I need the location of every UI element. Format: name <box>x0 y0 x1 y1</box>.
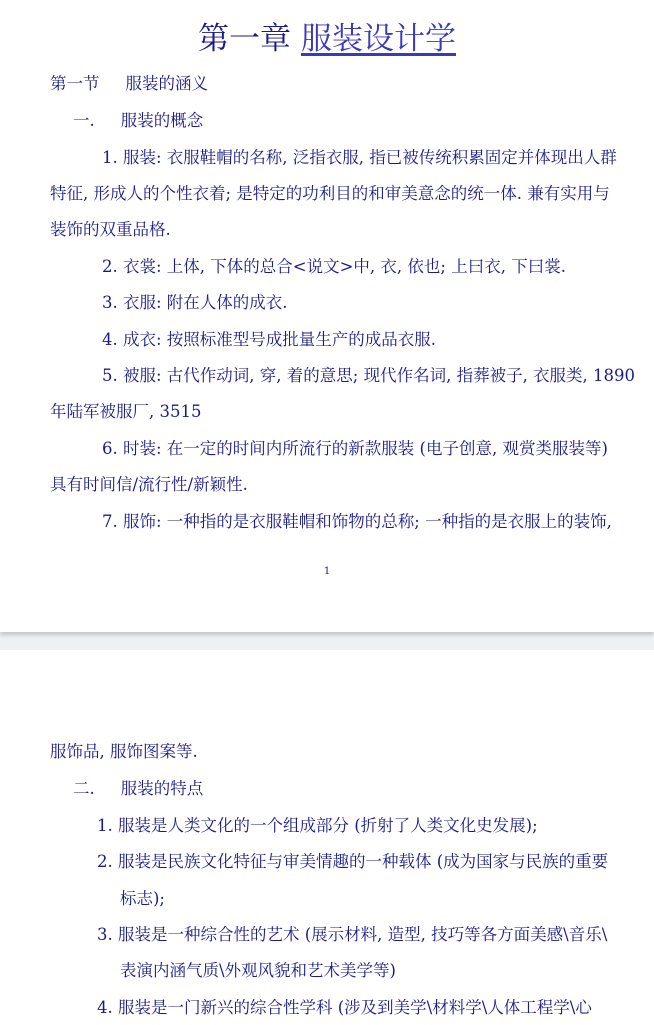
document-page-2 <box>0 650 654 1025</box>
subsection-heading-1 <box>73 109 203 133</box>
chapter-title <box>0 16 654 62</box>
list-item: 2. 服装是民族文化特征与审美情趣的一种载体 (成为国家与民族的重要 <box>97 852 609 871</box>
list-item: 4. 服装是一门新兴的综合性学科 (涉及到美学\材料学\人体工程学\心 <box>97 998 592 1017</box>
page-number: 1 <box>323 566 331 577</box>
paragraph-line: 3. 衣服: 附在人体的成衣. <box>102 293 288 312</box>
subsection-title: 服装的概念 <box>120 111 204 130</box>
chapter-title-link[interactable]: 服装设计学 <box>301 21 456 57</box>
list-item-continuation: 表演内涵气质\外观风貌和艺术美学等) <box>120 961 396 980</box>
paragraph-line: 装饰的双重品格. <box>50 220 171 239</box>
list-item: 3. 服装是一种综合性的艺术 (展示材料, 造型, 技巧等各方面美感\音乐\ <box>97 925 608 944</box>
chapter-label: 第一章 <box>198 21 291 57</box>
paragraph-line: 年陆军被服厂, 3515 <box>50 402 202 421</box>
paragraph-line: 7. 服饰: 一种指的是衣服鞋帽和饰物的总称; 一种指的是衣服上的装饰, <box>102 512 612 531</box>
subsection-heading-2 <box>73 777 203 801</box>
subsection-title: 服装的特点 <box>120 779 204 798</box>
subsection-label: 二. <box>73 779 95 798</box>
paragraph-line: 特征, 形成人的个性衣着; 是特定的功利目的和审美意念的统一体. 兼有实用与 <box>50 184 610 203</box>
section-heading <box>50 72 208 96</box>
section-title: 服装的涵义 <box>125 74 208 93</box>
list-item-continuation: 标志); <box>120 889 165 908</box>
list-item: 1. 服装是人类文化的一个组成部分 (折射了人类文化史发展); <box>97 816 538 835</box>
subsection-label: 一. <box>73 111 95 130</box>
paragraph-line: 5. 被服: 古代作动词, 穿, 着的意思; 现代作名词, 指葬被子, 衣服类, 1890 <box>102 366 636 385</box>
paragraph-line: 2. 衣裳: 上体, 下体的总合<说文>中, 衣, 依也; 上曰衣, 下曰裳. <box>102 257 566 276</box>
paragraph-line: 服饰品, 服饰图案等. <box>50 742 198 761</box>
section-label: 第一节 <box>50 74 100 93</box>
paragraph-line: 6. 时装: 在一定的时间内所流行的新款服装 (电子创意, 观赏类服装等) <box>102 439 608 458</box>
paragraph-line: 具有时间信/流行性/新颖性. <box>50 475 248 494</box>
paragraph-line: 1. 服装: 衣服鞋帽的名称, 泛指衣服, 指已被传统积累固定并体现出人群 <box>102 148 617 167</box>
paragraph-line: 4. 成衣: 按照标准型号成批量生产的成品衣服. <box>102 330 437 349</box>
